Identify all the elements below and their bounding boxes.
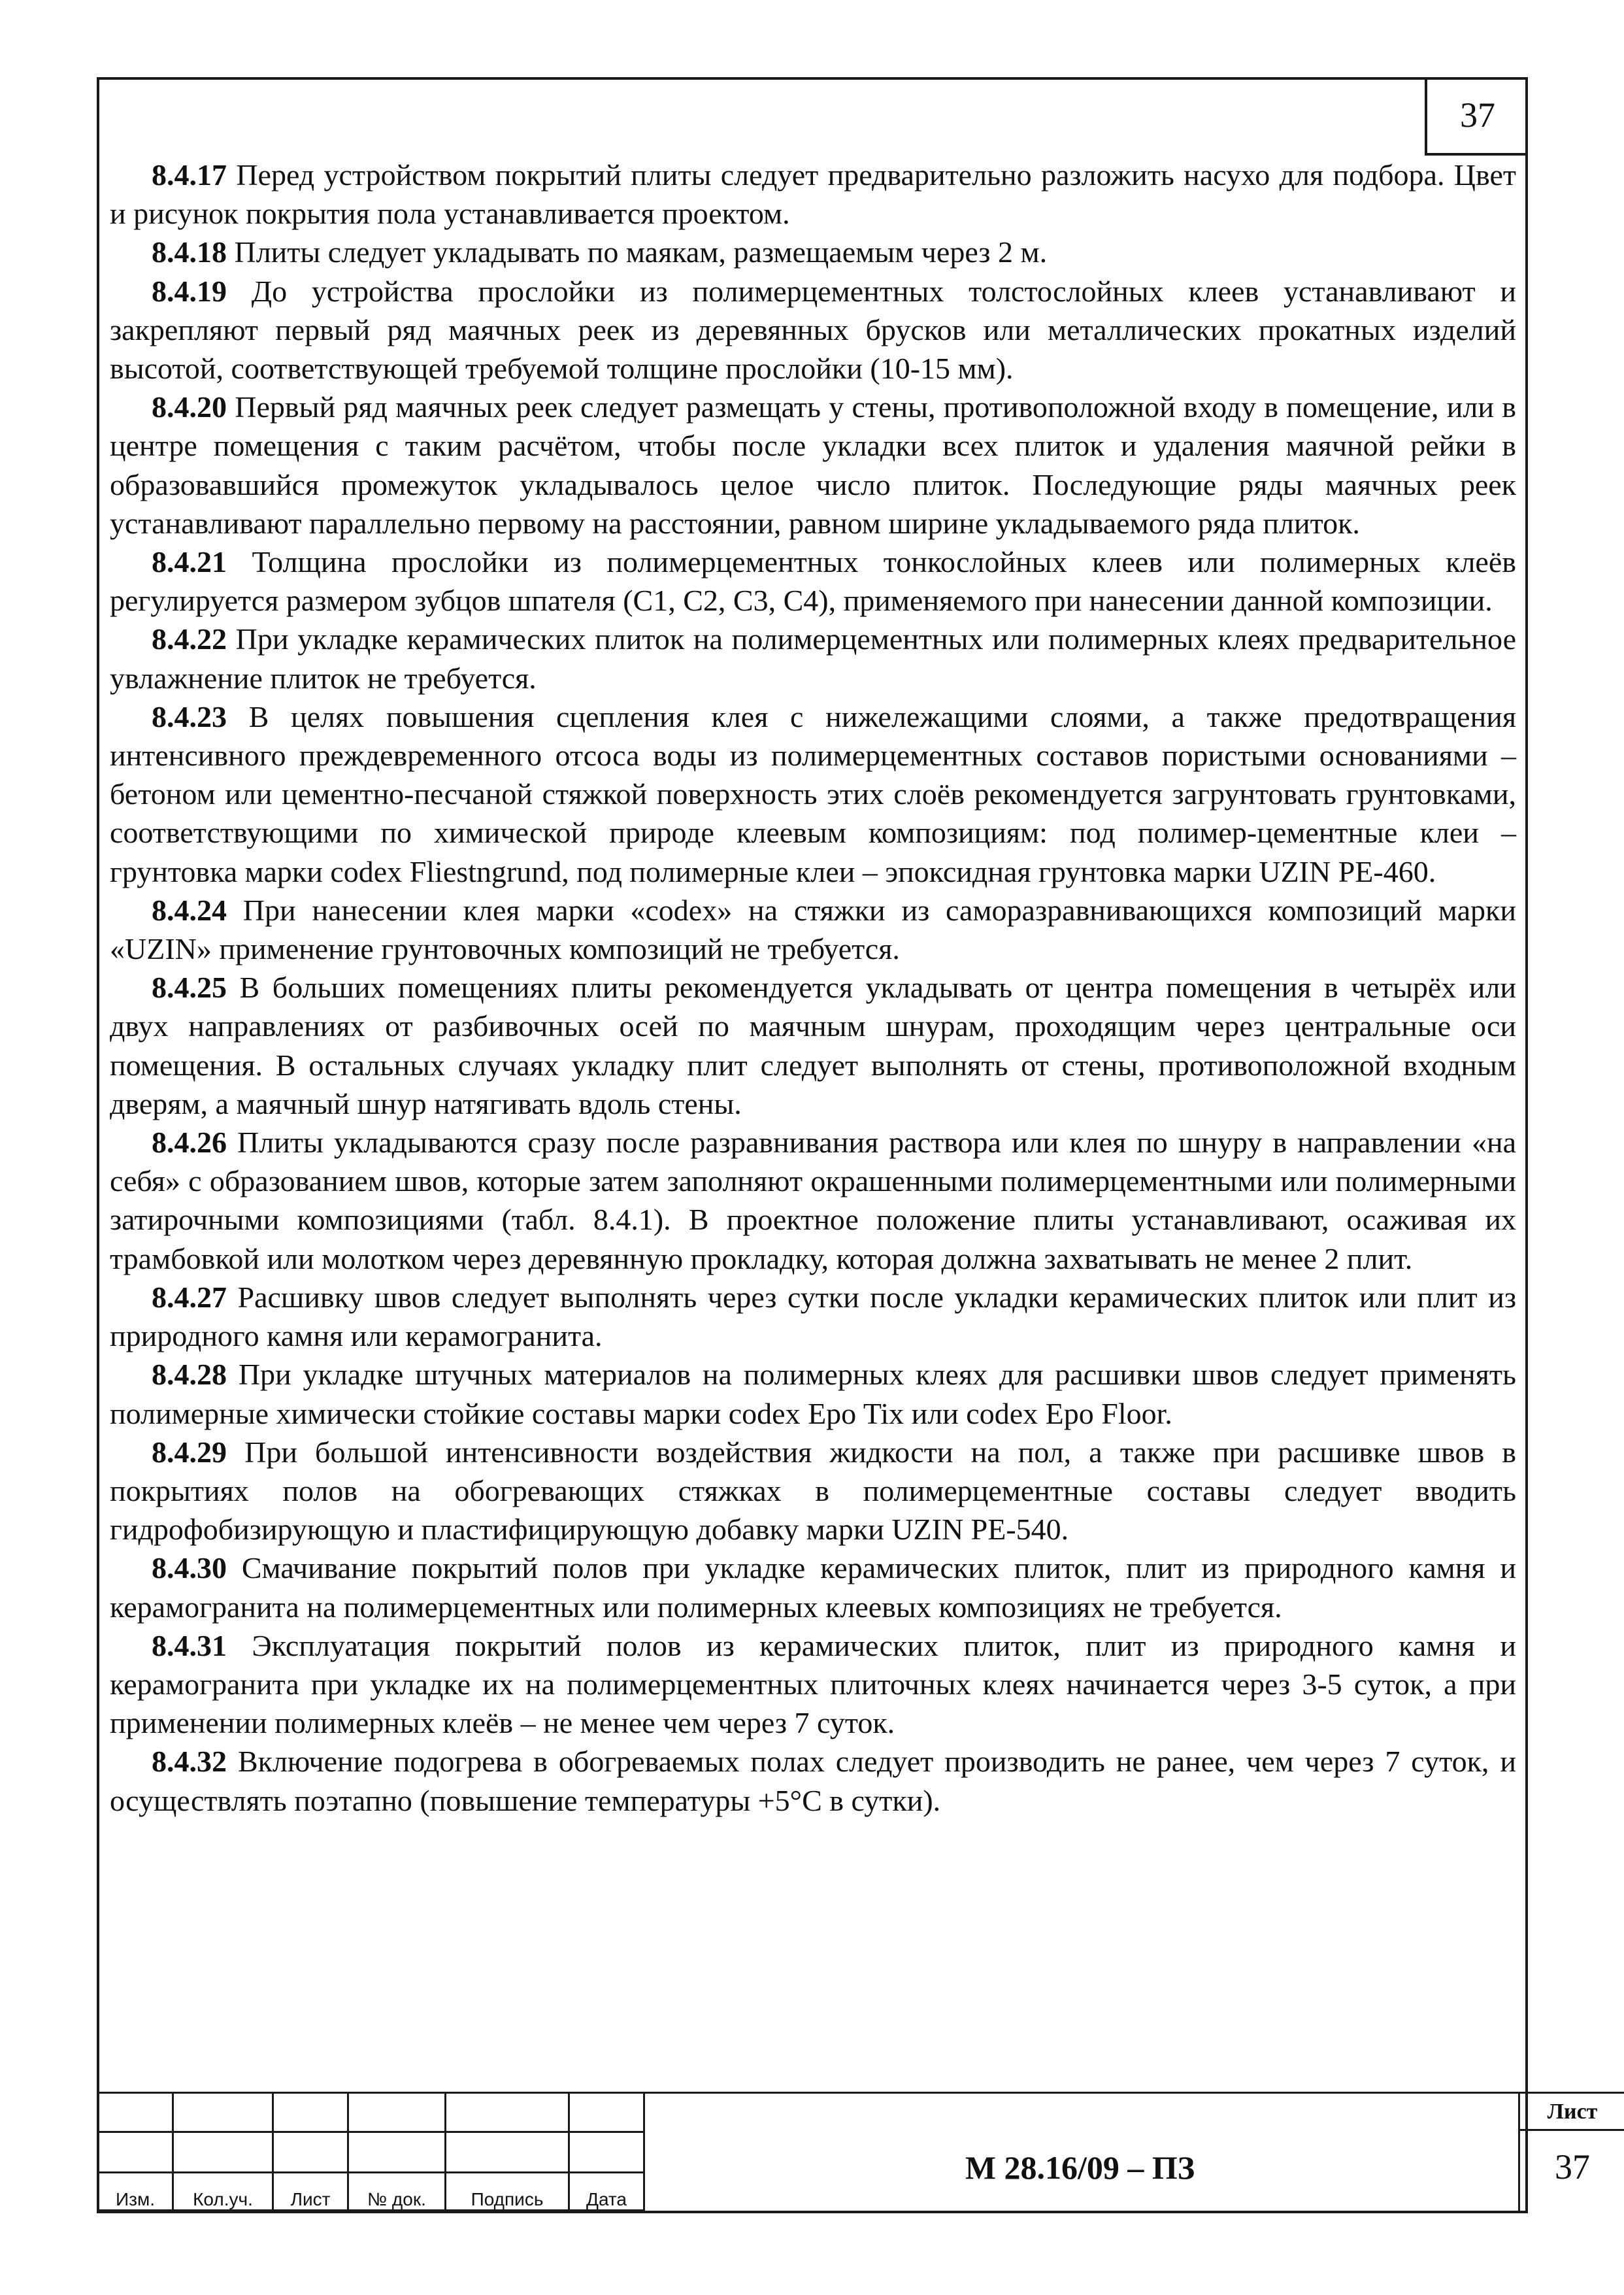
paragraph-8-4-20 [110, 388, 1516, 543]
clause-text: Плиты укладываются сразу после разравнивания раствора или клея по шнуру в направлении «на себя» с образованием швов, которые затем заполняют окрашенными полимерцементными или полимерными затирочными композициями (табл. 8.4.1). В проектное положение плиты устанавливают, осаживая их трамбовкой или молотком через деревянную прокладку, которая должна захватывать не менее 2 плит. [110, 1126, 1516, 1275]
clause-number: 8.4.17 [152, 158, 227, 192]
designation-text: М 28.16/09 – ПЗ [965, 2149, 1195, 2186]
clause-number: 8.4.18 [152, 235, 227, 269]
clause-text: Первый ряд маячных реек следует размещать у стены, противоположной входу в помещение, или в центре помещения с таким расчётом, чтобы после укладки всех плиток и удаления маячной рейки в образовавшийся промежуток укладывалось целое число плиток. Последующие ряды маячных реек устанавливают параллельно первому на расстоянии, равном ширине укладываемого ряда плиток. [110, 390, 1516, 540]
clause-text: При нанесении клея марки «codex» на стяжки из саморазравнивающихся композиций марки «UZIN» применение грунтовочных композиций не требуется. [110, 893, 1516, 966]
clause-text: При большой интенсивности воздействия жидкости на пол, а также при расшивке швов в покрытиях полов на обогревающих стяжках в полимерцементные составы следует вводить гидрофобизирующую и пластифицирующую добавку марки UZIN PE-540. [110, 1435, 1516, 1547]
clause-text: Расшивку швов следует выполнять через сутки после укладки керамических плиток или плит из природного камня или керамогранита. [110, 1280, 1516, 1353]
clause-number: 8.4.28 [152, 1358, 227, 1392]
clause-text: В целях повышения сцепления клея с нижележащими слоями, а также предотвращения интенсивного преждевременного отсоса воды из полимерцементных составов пористыми основаниями – бетоном или цементно-песчаной стяжкой поверхность этих слоёв рекомендуется загрунтовать грунтовками, соответствующими по химической природе клеевым композициям: под полимер-цементные клеи – грунтовка марки codex Fliestngrund, под полимерные клеи – эпоксидная грунтовка марки UZIN PE-460. [110, 699, 1516, 888]
document-designation [642, 2092, 1518, 2213]
clause-text: Плиты следует укладывать по маякам, размещаемым через 2 м. [227, 235, 1048, 269]
clause-number: 8.4.31 [152, 1628, 227, 1662]
col-list: Лист [273, 2173, 348, 2211]
paragraph-8-4-30 [110, 1549, 1516, 1626]
sheet-number: 37 [1518, 2131, 1624, 2213]
paragraph-8-4-24 [110, 891, 1516, 968]
paragraph-8-4-21 [110, 543, 1516, 620]
clause-number: 8.4.32 [152, 1745, 227, 1779]
paragraph-8-4-31 [110, 1626, 1516, 1743]
col-izm: Изм. [98, 2173, 173, 2211]
clause-text: При укладке керамических плиток на полимерцементных или полимерных клеях предварительное увлажнение плиток не требуется. [110, 622, 1516, 695]
clause-number: 8.4.27 [152, 1280, 227, 1314]
clause-number: 8.4.29 [152, 1435, 227, 1469]
clause-number: 8.4.25 [152, 971, 227, 1005]
clause-number: 8.4.21 [152, 545, 227, 579]
clause-number: 8.4.30 [152, 1551, 227, 1585]
clause-text: Эксплуатация покрытий полов из керамических плиток, плит из природного камня и керамогранита при укладке их на полимерцементных плиточных клеях начинается через 3-5 суток, а при применении полимерных клеёв – не менее чем через 7 суток. [110, 1628, 1516, 1740]
col-signature: Подпись [446, 2173, 569, 2211]
paragraph-8-4-26 [110, 1123, 1516, 1278]
document-body [110, 156, 1516, 1820]
sheet-label: Лист [1518, 2092, 1624, 2131]
clause-text: В больших помещениях плиты рекомендуется укладывать от центра помещения в четырёх или двух направлениях от разбивочных осей по маячным шнурам, проходящим через центральные оси помещения. В остальных случаях укладку плит следует выполнять от стены, противоположной входным дверям, а маячный шнур натягивать вдоль стены. [110, 971, 1516, 1120]
revision-table [97, 2092, 645, 2211]
paragraph-8-4-23 [110, 697, 1516, 891]
paragraph-8-4-29 [110, 1433, 1516, 1549]
paragraph-8-4-32 [110, 1742, 1516, 1819]
paragraph-8-4-18 [110, 233, 1516, 271]
clause-text: При укладке штучных материалов на полимерных клеях для расшивки швов следует применять полимерные химически стойкие составы марки codex Epo Tix или codex Epo Floor. [110, 1358, 1516, 1430]
clause-text: Смачивание покрытий полов при укладке керамических плиток, плит из природного камня и керамогранита на полимерцементных или полимерных клеевых композициях не требуется. [110, 1551, 1516, 1624]
paragraph-8-4-25 [110, 968, 1516, 1123]
paragraph-8-4-22 [110, 620, 1516, 697]
col-doc-no: № док. [348, 2173, 446, 2211]
sheet-box [1518, 2092, 1624, 2213]
paragraph-8-4-19 [110, 272, 1516, 388]
title-block [97, 2092, 1598, 2213]
clause-text: Толщина прослойки из полимерцементных тонкослойных клеев или полимерных клеёв регулируется размером зубцов шпателя (С1, С2, С3, С4), применяемого при нанесении данной композиции. [110, 545, 1516, 618]
clause-number: 8.4.26 [152, 1126, 227, 1160]
col-date: Дата [569, 2173, 644, 2211]
clause-number: 8.4.22 [152, 622, 227, 656]
clause-text: До устройства прослойки из полимерцементных толстослойных клеев устанавливают и закрепляют первый ряд маячных реек из деревянных брусков или металлических прокатных изделий высотой, соответствующей требуемой толщине прослойки (10-15 мм). [110, 274, 1516, 386]
clause-text: Включение подогрева в обогреваемых полах следует производить не ранее, чем через 7 суток, и осуществлять поэтапно (повышение температуры +5°С в сутки). [110, 1745, 1516, 1817]
paragraph-8-4-17 [110, 156, 1516, 233]
page-number: 37 [1425, 77, 1528, 156]
clause-number: 8.4.23 [152, 699, 227, 733]
col-kol-uch: Кол.уч. [173, 2173, 273, 2211]
paragraph-8-4-27 [110, 1278, 1516, 1355]
clause-text: Перед устройством покрытий плиты следует предварительно разложить насухо для подбора. Цвет и рисунок покрытия пола устанавливается проектом. [110, 158, 1516, 231]
paragraph-8-4-28 [110, 1355, 1516, 1432]
clause-number: 8.4.20 [152, 390, 227, 424]
clause-number: 8.4.19 [152, 274, 227, 308]
clause-number: 8.4.24 [152, 893, 227, 927]
